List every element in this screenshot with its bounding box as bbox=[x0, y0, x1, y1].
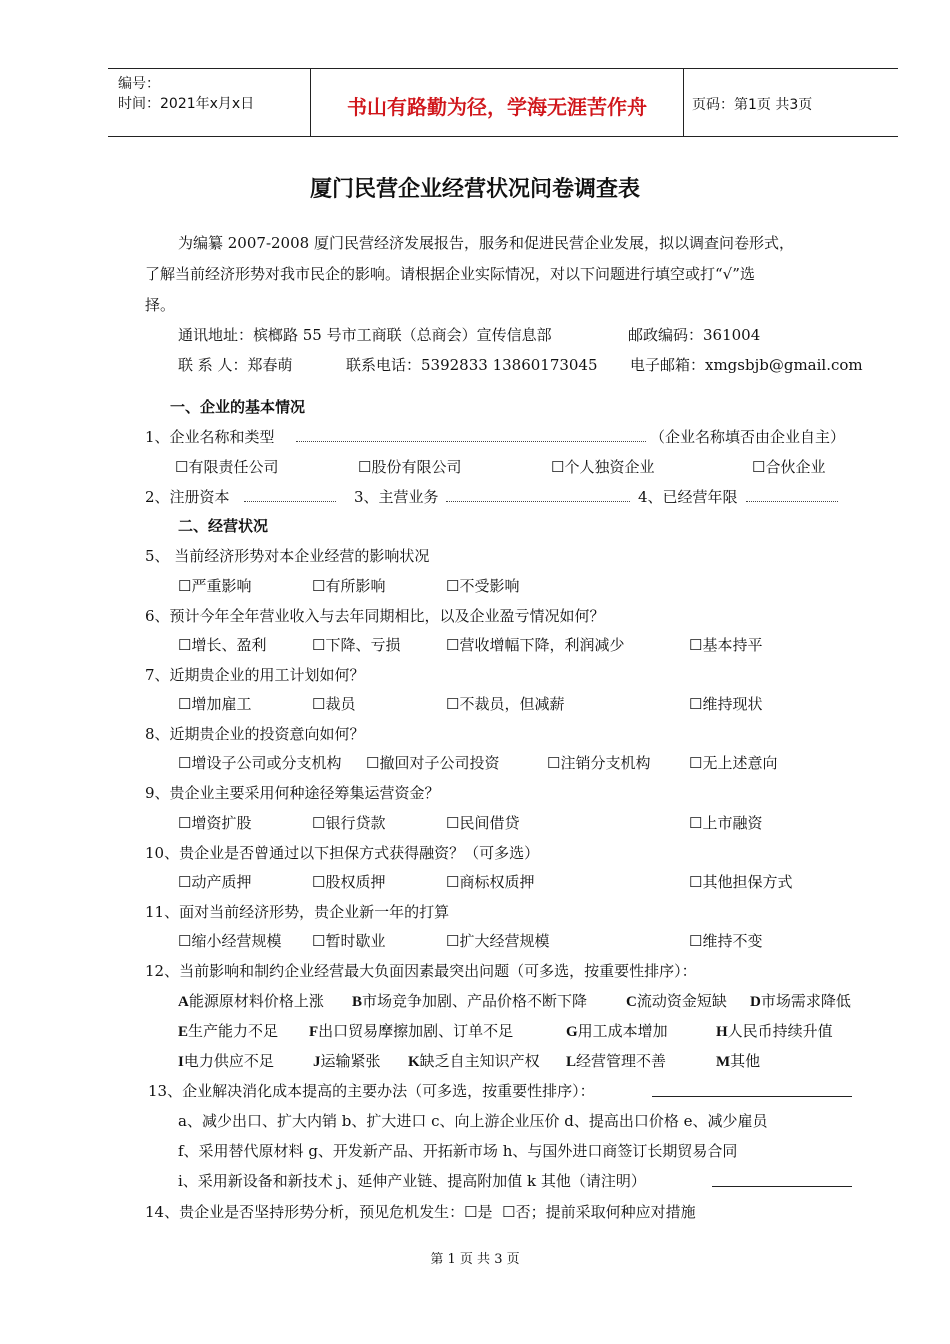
q1-option-1[interactable]: ☐ 有限责任公司 bbox=[175, 456, 278, 477]
q6-option-3[interactable]: ☐ 营收增幅下降，利润减少 bbox=[446, 634, 624, 655]
q9-label: 9、贵企业主要采用何种途径筹集运营资金？ bbox=[145, 784, 440, 802]
contact-email: 电子邮箱：xmgsbjb@gmail.com bbox=[630, 356, 863, 374]
q13-answer-field[interactable] bbox=[652, 1082, 852, 1097]
q4-years-field[interactable] bbox=[746, 487, 838, 502]
contact-phone: 联系电话：5392833 13860173045 bbox=[346, 356, 598, 374]
q1-company-name-field[interactable] bbox=[296, 427, 646, 442]
time-label: 时间：2021年x月x日 bbox=[118, 96, 255, 112]
q4-label: 4、已经营年限 bbox=[638, 488, 738, 506]
q14-yes-checkbox[interactable]: ☐ 是 bbox=[464, 1203, 492, 1221]
q8-option-4[interactable]: ☐ 无上述意向 bbox=[689, 752, 777, 773]
q9-option-4[interactable]: ☐ 上市融资 bbox=[689, 812, 762, 833]
q5-option-2[interactable]: ☐ 有所影响 bbox=[312, 575, 385, 596]
q13-options-line-1: a、减少出口、扩大内销 b、扩大进口 c、向上游企业压价 d、提高出口价格 e、减少雇员 bbox=[178, 1112, 768, 1130]
q1-option-2[interactable]: ☐ 股份有限公司 bbox=[358, 456, 461, 477]
postcode: 邮政编码：361004 bbox=[628, 326, 761, 344]
q8-option-3[interactable]: ☐ 注销分支机构 bbox=[547, 752, 650, 773]
q9-option-2[interactable]: ☐ 银行贷款 bbox=[312, 812, 385, 833]
document-title: 厦门民营企业经营状况问卷调查表 bbox=[309, 177, 640, 202]
q6-option-2[interactable]: ☐ 下降、亏损 bbox=[312, 634, 400, 655]
q12-label: 12、当前影响和制约企业经营最大负面因素最突出问题（可多选，按重要性排序）： bbox=[145, 962, 697, 980]
q2-capital-field[interactable] bbox=[244, 487, 336, 502]
q11-option-4[interactable]: ☐ 维持不变 bbox=[689, 930, 762, 951]
q7-label: 7、近期贵企业的用工计划如何？ bbox=[145, 666, 365, 684]
q1-label: 1、企业名称和类型 bbox=[145, 428, 275, 446]
q6-option-1[interactable]: ☐ 增长、盈利 bbox=[178, 634, 266, 655]
q1-note: （企业名称填否由企业自主） bbox=[650, 428, 846, 446]
q11-option-1[interactable]: ☐ 缩小经营规模 bbox=[178, 930, 281, 951]
page-footer: 第 1 页 共 3 页 bbox=[430, 1252, 520, 1267]
q5-label: 5、 当前经济形势对本企业经营的影响状况 bbox=[145, 547, 430, 565]
q13-other-field[interactable] bbox=[712, 1172, 852, 1187]
q1-option-3[interactable]: ☐ 个人独资企业 bbox=[551, 456, 654, 477]
q12-item-A[interactable]: A能源原材料价格上涨 bbox=[178, 992, 324, 1010]
q13-label: 13、企业解决消化成本提高的主要办法（可多选，按重要性排序）： bbox=[148, 1082, 595, 1100]
q5-option-3[interactable]: ☐ 不受影响 bbox=[446, 575, 519, 596]
header-motto-cell bbox=[310, 69, 684, 136]
header-table bbox=[108, 68, 898, 137]
q12-item-K[interactable]: K缺乏自主知识产权 bbox=[408, 1052, 540, 1070]
q12-item-F[interactable]: F出口贸易摩擦加剧、订单不足 bbox=[309, 1022, 514, 1040]
q7-option-3[interactable]: ☐ 不裁员，但减薪 bbox=[446, 693, 564, 714]
header-meta bbox=[108, 69, 308, 136]
address: 通讯地址：槟榔路 55 号市工商联（总商会）宣传信息部 bbox=[178, 326, 552, 344]
q14-label: 14、贵企业是否坚持形势分析，预见危机发生：☐ 是 ☐ 否；提前采取何种应对措施 bbox=[145, 1201, 696, 1222]
q13-options-line-3: i、采用新设备和新技术 j、延伸产业链、提高附加值 k 其他（请注明） bbox=[178, 1172, 646, 1190]
q6-option-4[interactable]: ☐ 基本持平 bbox=[689, 634, 762, 655]
q12-item-B[interactable]: B市场竞争加剧、产品价格不断下降 bbox=[352, 992, 588, 1010]
q12-item-D[interactable]: D市场需求降低 bbox=[750, 992, 851, 1010]
header-page-cell bbox=[684, 69, 898, 136]
q10-label: 10、贵企业是否曾通过以下担保方式获得融资？（可多选） bbox=[145, 844, 540, 862]
q8-option-1[interactable]: ☐ 增设子公司或分支机构 bbox=[178, 752, 341, 773]
q3-business-field[interactable] bbox=[446, 487, 630, 502]
q11-option-2[interactable]: ☐ 暂时歇业 bbox=[312, 930, 385, 951]
intro-line-2: 了解当前经济形势对我市民企的影响。请根据企业实际情况，对以下问题进行填空或打“√”选 bbox=[145, 265, 755, 283]
intro-line-1: 为编纂 2007-2008 厦门民营经济发展报告，服务和促进民营企业发展，拟以调查问卷形式， bbox=[178, 234, 794, 252]
q10-option-1[interactable]: ☐ 动产质押 bbox=[178, 871, 251, 892]
q6-label: 6、预计今年全年营业收入与去年同期相比，以及企业盈亏情况如何？ bbox=[145, 607, 605, 625]
section-2-title: 二、经营状况 bbox=[178, 517, 269, 535]
page-info: 页码：第1页 共3页 bbox=[692, 97, 813, 113]
q12-item-C[interactable]: C流动资金短缺 bbox=[626, 992, 727, 1010]
q12-item-M[interactable]: M其他 bbox=[716, 1052, 761, 1070]
q10-option-3[interactable]: ☐ 商标权质押 bbox=[446, 871, 534, 892]
number-label: 编号： bbox=[118, 76, 160, 92]
q11-option-3[interactable]: ☐ 扩大经营规模 bbox=[446, 930, 549, 951]
q12-item-G[interactable]: G用工成本增加 bbox=[566, 1022, 668, 1040]
q12-item-I[interactable]: I电力供应不足 bbox=[178, 1052, 274, 1070]
q12-item-L[interactable]: L经营管理不善 bbox=[566, 1052, 667, 1070]
q9-option-3[interactable]: ☐ 民间借贷 bbox=[446, 812, 519, 833]
intro-line-3: 择。 bbox=[145, 296, 176, 314]
q7-option-4[interactable]: ☐ 维持现状 bbox=[689, 693, 762, 714]
contact-person: 联 系 人：郑春萌 bbox=[178, 356, 293, 374]
q12-item-J[interactable]: J运输紧张 bbox=[313, 1052, 381, 1070]
q12-item-E[interactable]: E生产能力不足 bbox=[178, 1022, 279, 1040]
q9-option-1[interactable]: ☐ 增资扩股 bbox=[178, 812, 251, 833]
q10-option-2[interactable]: ☐ 股权质押 bbox=[312, 871, 385, 892]
q12-item-H[interactable]: H人民币持续升值 bbox=[716, 1022, 833, 1040]
q3-label: 3、主营业务 bbox=[354, 488, 439, 506]
section-1-title: 一、企业的基本情况 bbox=[170, 398, 306, 416]
q13-options-line-2: f、采用替代原材料 g、开发新产品、开拓新市场 h、与国外进口商签订长期贸易合同 bbox=[178, 1142, 738, 1160]
motto: 书山有路勤为径，学海无涯苦作舟 bbox=[347, 95, 647, 119]
q11-label: 11、面对当前经济形势，贵企业新一年的打算 bbox=[145, 903, 450, 921]
q14-no-checkbox[interactable]: ☐ 否；提前采取何种应对措施 bbox=[502, 1203, 695, 1221]
q1-option-4[interactable]: ☐ 合伙企业 bbox=[752, 456, 825, 477]
q7-option-1[interactable]: ☐ 增加雇工 bbox=[178, 693, 251, 714]
q10-option-4[interactable]: ☐ 其他担保方式 bbox=[689, 871, 792, 892]
q7-option-2[interactable]: ☐ 裁员 bbox=[312, 693, 355, 714]
q8-label: 8、近期贵企业的投资意向如何？ bbox=[145, 725, 365, 743]
q2-label: 2、注册资本 bbox=[145, 488, 230, 506]
q8-option-2[interactable]: ☐ 撤回对子公司投资 bbox=[366, 752, 499, 773]
q5-option-1[interactable]: ☐ 严重影响 bbox=[178, 575, 251, 596]
